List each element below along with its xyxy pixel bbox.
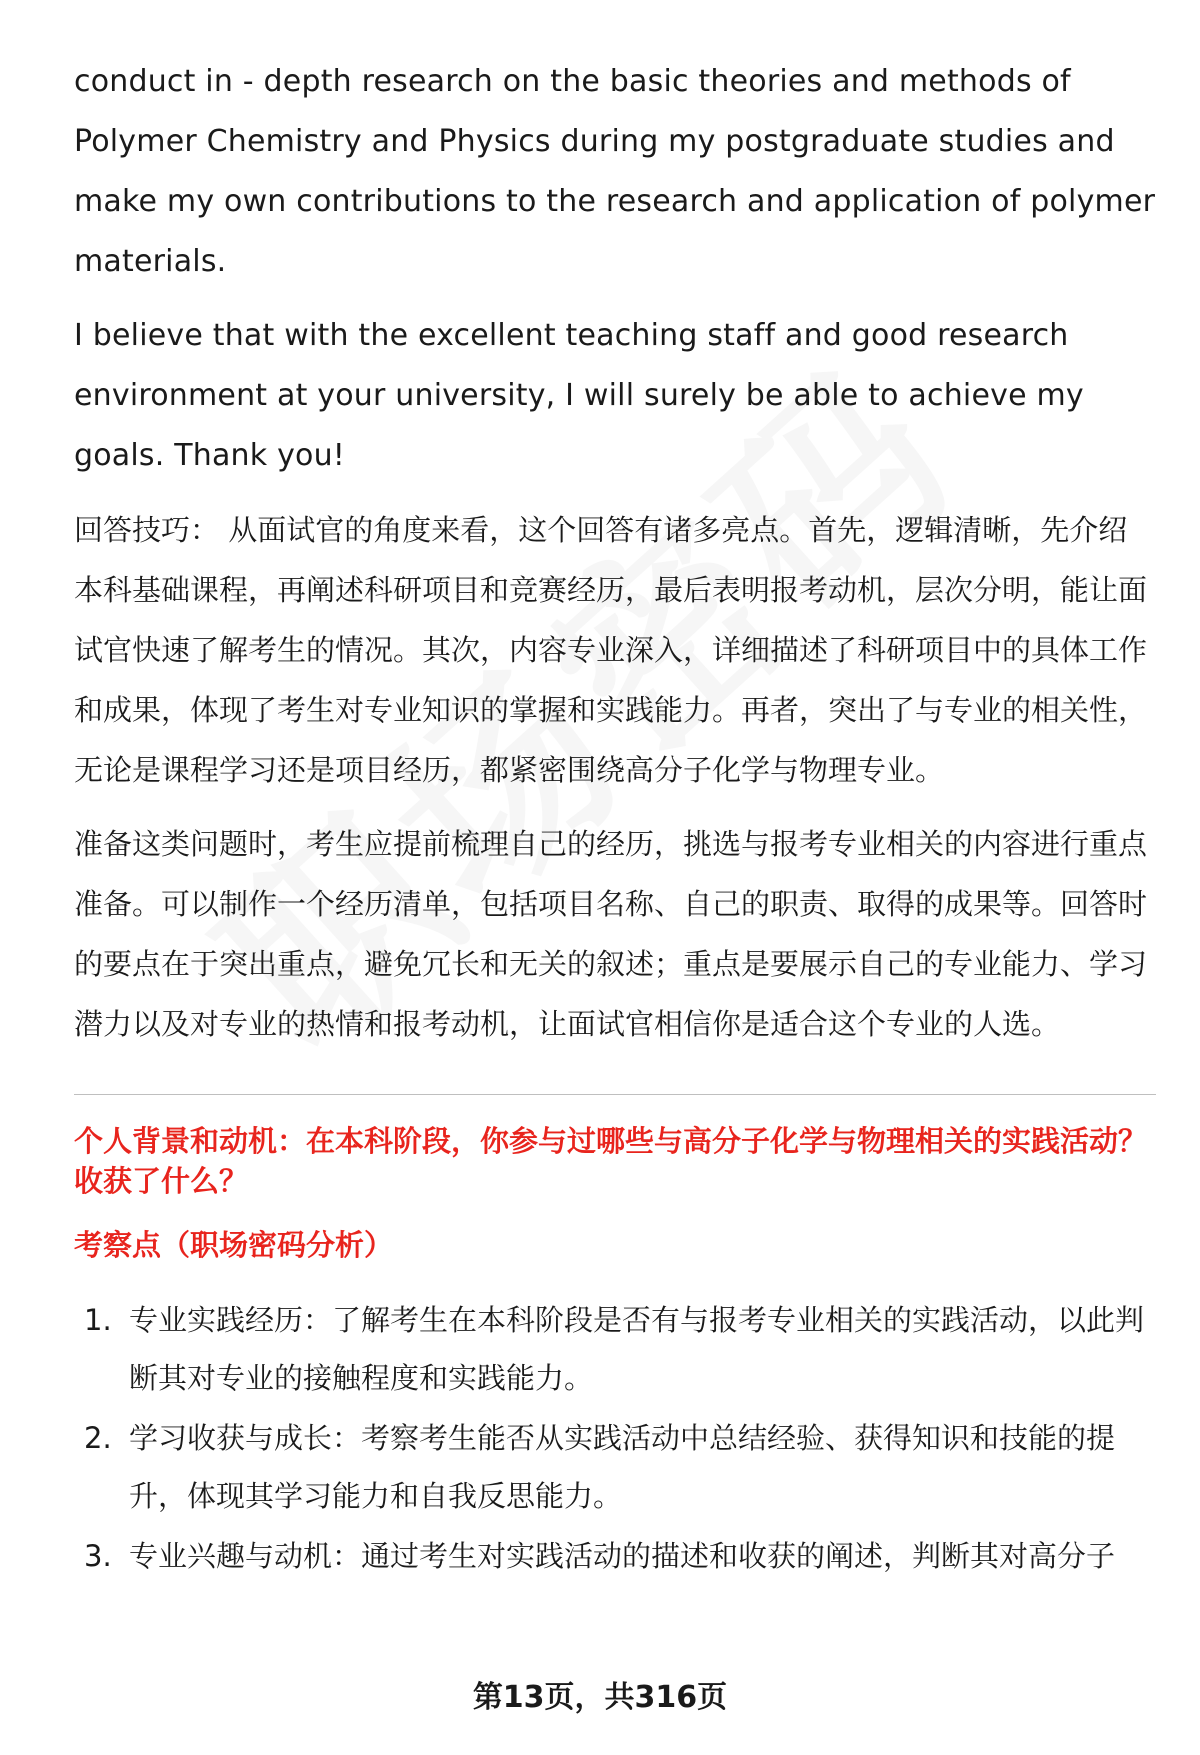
list-item-text: 专业兴趣与动机：通过考生对实践活动的描述和收获的阐述，判断其对高分子 [129, 1539, 1116, 1573]
prepare-tip-paragraph: 准备这类问题时，考生应提前梳理自己的经历，挑选与报考专业相关的内容进行重点准备。可以制作一个经历清单，包括项目名称、自己的职责、取得的成果等。回答时的要点在于突出重点，避免冗长和无关的叙述；重点是要展示自己的专业能力、学习潜力以及对专业的热情和报考动机，让面试官相信你是适合这个专业的人选。 [74, 827, 1148, 1041]
list-item-number: 3. [84, 1539, 112, 1573]
analysis-list [74, 1291, 1156, 1585]
page-content [74, 52, 1156, 1587]
answer-tip-paragraph: 回答技巧： 从面试官的角度来看，这个回答有诸多亮点。首先，逻辑清晰，先介绍本科基础课程，再阐述科研项目和竞赛经历，最后表明报考动机，层次分明，能让面试官快速了解考生的情况。其次，内容专业深入，详细描述了科研项目中的具体工作和成果，体现了考生对专业知识的掌握和实践能力。再者，突出了与专业的相关性，无论是课程学习还是项目经历，都紧密围绕高分子化学与物理专业。 [74, 513, 1148, 787]
list-item [74, 1291, 1156, 1407]
list-item [74, 1527, 1156, 1585]
list-item-text: 专业实践经历：了解考生在本科阶段是否有与报考专业相关的实践活动，以此判断其对专业的接触程度和实践能力。 [129, 1303, 1145, 1395]
analysis-title: 考察点（职场密码分析） [74, 1228, 394, 1262]
page-number-footer: 第13页，共316页 [472, 1680, 728, 1715]
answer-paragraph-1: conduct in - depth research on the basic theories and methods of Polymer Chemistry and Physics during my postgraduate studies and make my own contributions to the research and application of polymer materials. [74, 64, 1156, 279]
list-item-text: 学习收获与成长：考察考生能否从实践活动中总结经验、获得知识和技能的提升，体现其学习能力和自我反思能力。 [129, 1421, 1116, 1513]
question-heading: 个人背景和动机：在本科阶段，你参与过哪些与高分子化学与物理相关的实践活动？收获了什么？ [74, 1124, 1148, 1198]
answer-paragraph-2: I believe that with the excellent teaching staff and good research environment at your university, I will surely be able to achieve my goals. Thank you! [74, 318, 1084, 473]
list-item [74, 1409, 1156, 1525]
list-item-number: 2. [84, 1421, 112, 1455]
list-item-number: 1. [84, 1303, 112, 1337]
section-divider [74, 1094, 1156, 1095]
